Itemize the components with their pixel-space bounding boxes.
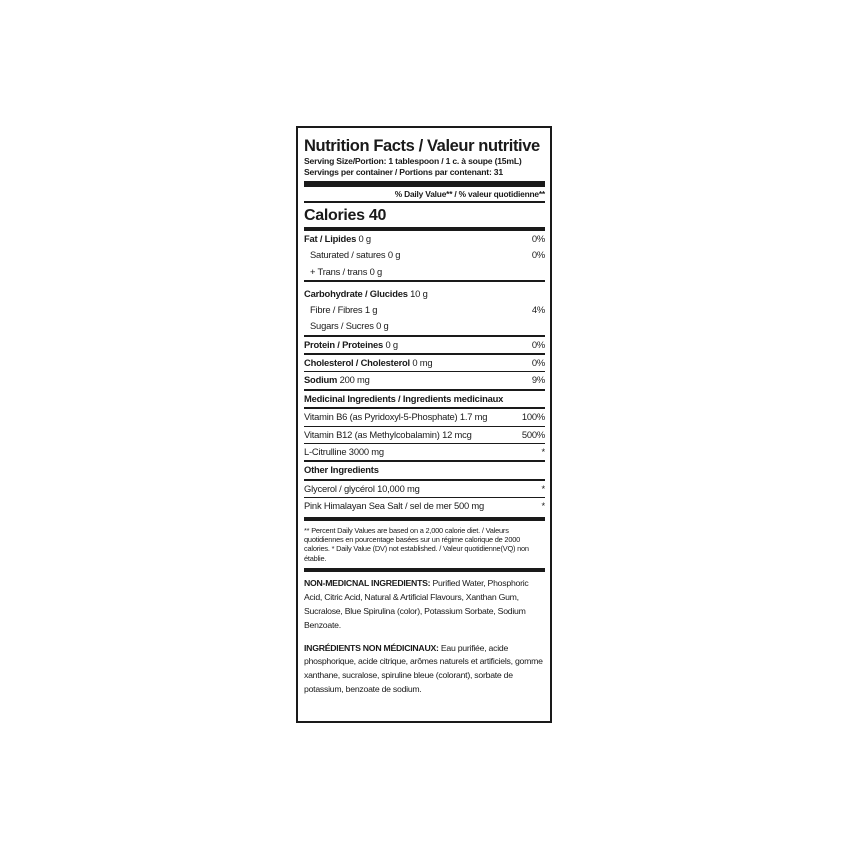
fibre-dv: 4% <box>531 304 545 316</box>
salt-label: Pink Himalayan Sea Salt / sel de mer 500 mg <box>304 500 485 512</box>
panel-title: Nutrition Facts / Valeur nutritive <box>304 137 540 155</box>
salt-dv: * <box>541 500 545 512</box>
citrulline-label: L-Citrulline 3000 mg <box>304 446 384 458</box>
vitamin-b12-dv: 500% <box>521 428 545 440</box>
fat-label: Fat / Lipides <box>304 233 357 244</box>
trans-label: + Trans / trans 0 g <box>310 265 383 277</box>
footnote: ** Percent Daily Values are based on a 2,000 calorie diet. / Valeurs quotidiennes en pourcentage basées sur un régime calorique de 2000 calories. * Daily Value (DV) not established. / Valeur quotidienne(VQ) non établie. <box>304 525 529 563</box>
calories: Calories 40 <box>304 207 387 224</box>
vitamin-b12-row <box>304 427 545 443</box>
serving-size: Serving Size/Portion: 1 tablespoon / 1 c. à soupe (15mL) <box>304 156 522 166</box>
sodium-label: Sodium <box>304 374 338 386</box>
citrulline-dv: * <box>541 446 545 458</box>
fibre-label: Fibre / Fibres 1 g <box>310 304 378 316</box>
salt-row <box>304 498 545 514</box>
non-medicinal-ingredients-en <box>304 572 545 633</box>
vitamin-b12-label: Vitamin B12 (as Methylcobalamin) 12 mcg <box>304 428 472 440</box>
sugars-row <box>304 318 545 334</box>
nutrition-facts-panel <box>296 126 552 723</box>
carbohydrate-row <box>304 286 545 302</box>
protein-dv: 0% <box>531 338 545 350</box>
cholesterol-row <box>304 355 545 371</box>
sodium-row <box>304 372 545 388</box>
trans-row <box>304 264 545 280</box>
vitamin-b6-label: Vitamin B6 (as Pyridoxyl-5-Phosphate) 1.7 mg <box>304 411 488 423</box>
servings-per-container: Servings per container / Portions par contenant: 31 <box>304 167 503 177</box>
non-med-fr-label: INGRÉDIENTS NON MÉDICINAUX: <box>304 642 439 653</box>
protein-row <box>304 337 545 353</box>
non-med-en-label: NON-MEDICNAL INGREDIENTS: <box>304 577 431 588</box>
other-ingredients-header: Other Ingredients <box>304 464 379 476</box>
daily-value-header: % Daily Value** / % valeur quotidienne** <box>394 189 545 199</box>
glycerol-dv: * <box>541 483 545 495</box>
non-medicinal-ingredients-fr <box>304 633 545 698</box>
glycerol-label: Glycerol / glycérol 10,000 mg <box>304 483 420 495</box>
medicinal-ingredients-header: Medicinal Ingredients / Ingredients medicinaux <box>304 392 504 404</box>
cholesterol-label: Cholesterol / Cholesterol <box>304 357 410 369</box>
cholesterol-amount: 0 mg <box>409 357 433 369</box>
fat-dv: 0% <box>531 233 545 244</box>
sodium-amount: 200 mg <box>337 374 370 386</box>
fat-row <box>304 231 545 247</box>
citrulline-row <box>304 444 545 460</box>
carbohydrate-amount: 10 g <box>407 287 428 299</box>
saturated-dv: 0% <box>531 249 545 261</box>
saturated-label: Saturated / satures 0 g <box>310 249 401 261</box>
non-med-fr-text: Eau purifiée, acide phosphorique, acide citrique, arômes naturels et artificiels, gomme xanthane, sucralose, spiruline bleue (colorant), sorbate de potassium, benzoate de sodium. <box>304 642 543 695</box>
non-med-en-text: Purified Water, Phosphoric Acid, Citric Acid, Natural & Artificial Flavours, Xanthan Gum, Sucralose, Blue Spirulina (color), Potassium Sorbate, Sodium Benzoate. <box>304 577 529 630</box>
sodium-dv: 9% <box>531 374 545 386</box>
protein-amount: 0 g <box>383 338 398 350</box>
saturated-row <box>304 247 545 263</box>
sugars-label: Sugars / Sucres 0 g <box>310 320 389 332</box>
vitamin-b6-dv: 100% <box>521 411 545 423</box>
glycerol-row <box>304 481 545 497</box>
vitamin-b6-row <box>304 409 545 425</box>
cholesterol-dv: 0% <box>531 357 545 369</box>
protein-label: Protein / Proteines <box>304 338 384 350</box>
fat-amount: 0 g <box>356 233 371 244</box>
fibre-row <box>304 302 545 318</box>
carbohydrate-label: Carbohydrate / Glucides <box>304 287 408 299</box>
